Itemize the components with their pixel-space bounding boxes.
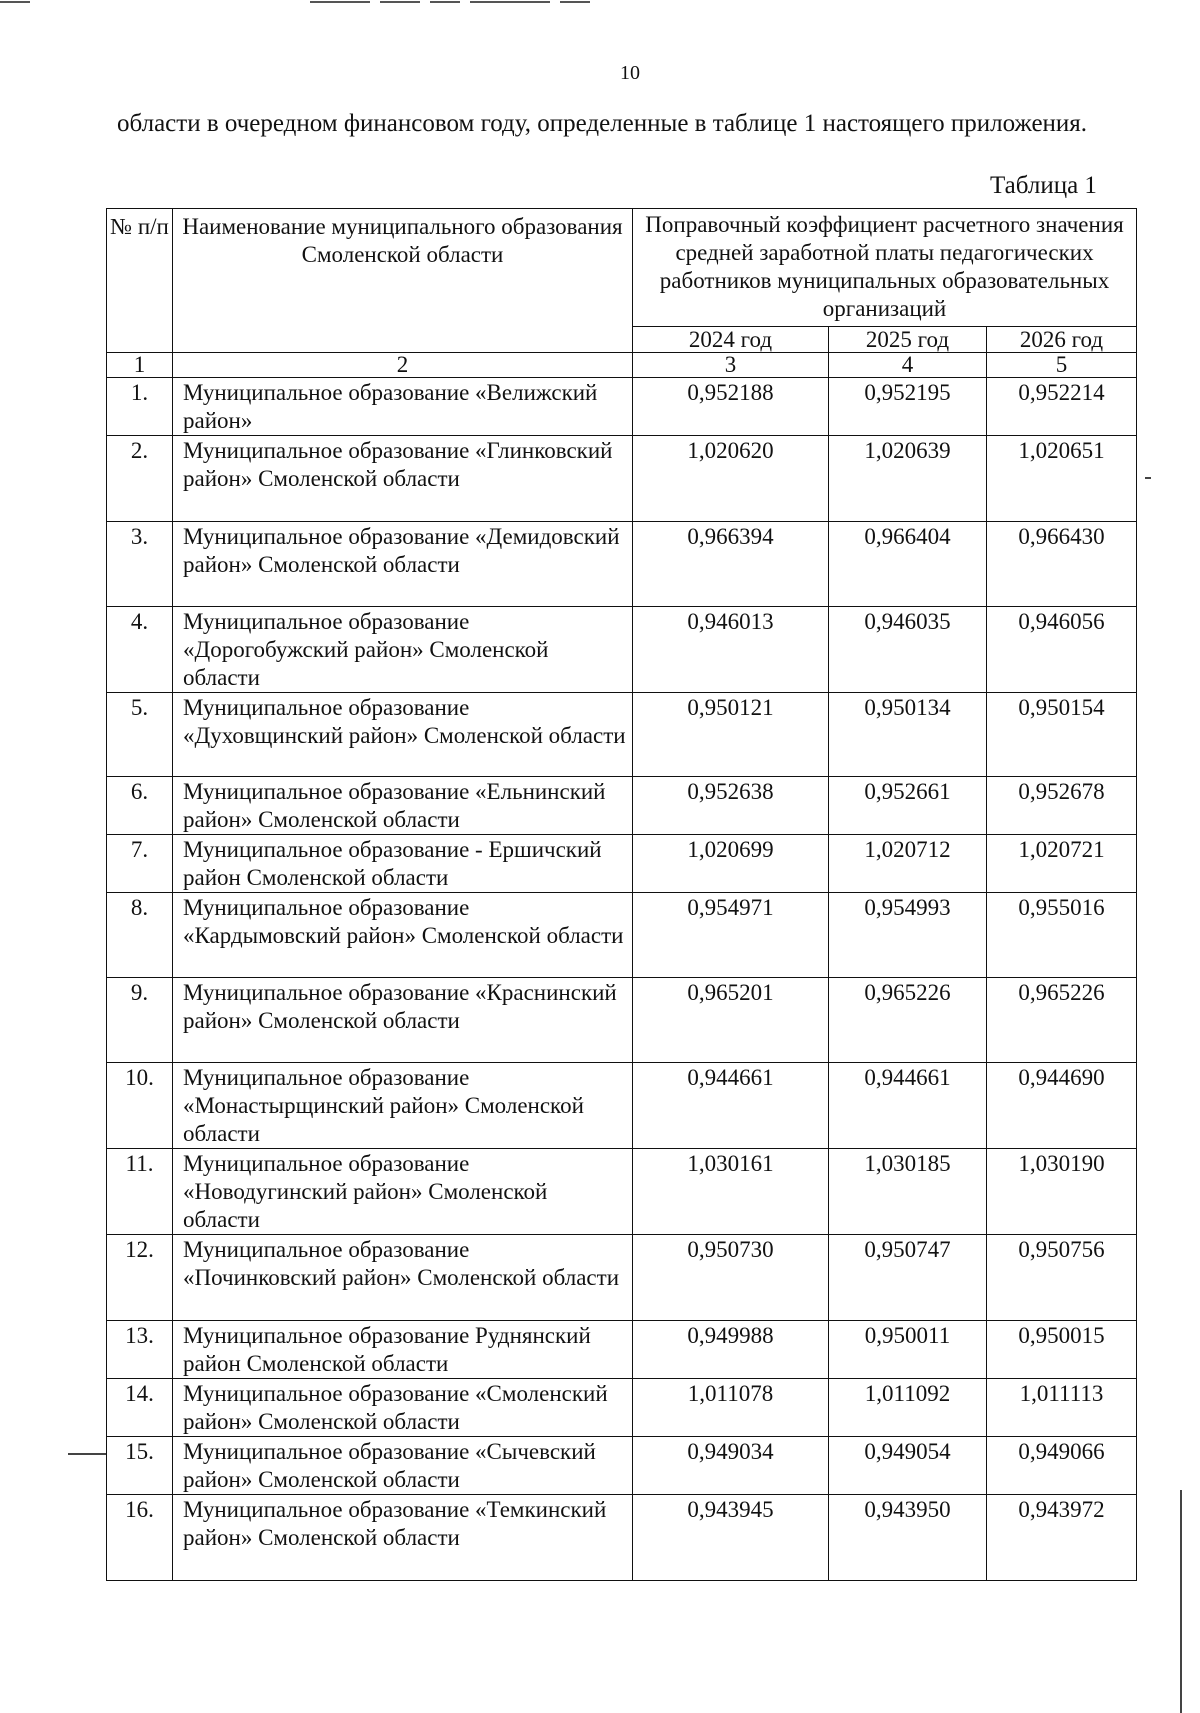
municipality-name: Муниципальное образование «Смоленский район» Смоленской области — [173, 1379, 633, 1437]
table-row — [107, 1437, 1137, 1495]
header-municipality: Наименование муниципального образования Смоленской области — [173, 209, 633, 353]
value-2024: 1,020620 — [633, 436, 829, 522]
value-2025: 1,020712 — [829, 835, 987, 893]
value-2026: 0,952214 — [987, 378, 1137, 436]
value-2025: 0,952661 — [829, 777, 987, 835]
header-coefficient: Поправочный коэффициент расчетного значения средней заработной платы педагогических работников муниципальных образовательных организаций — [633, 209, 1137, 327]
value-2025: 0,949054 — [829, 1437, 987, 1495]
header-year-2024: 2024 год — [633, 327, 829, 353]
table-row — [107, 1321, 1137, 1379]
table-row — [107, 835, 1137, 893]
table-caption: Таблица 1 — [990, 172, 1097, 199]
value-2026: 0,950015 — [987, 1321, 1137, 1379]
value-2024: 0,966394 — [633, 522, 829, 607]
municipality-name: Муниципальное образование «Новодугинский район» Смоленской области — [173, 1149, 633, 1235]
value-2025: 0,952195 — [829, 378, 987, 436]
row-number: 1. — [107, 378, 173, 436]
row-number: 9. — [107, 978, 173, 1063]
municipality-name: Муниципальное образование «Демидовский район» Смоленской области — [173, 522, 633, 607]
coefficients-table — [106, 208, 1137, 1581]
column-number: 4 — [829, 353, 987, 378]
municipality-name: Муниципальное образование «Духовщинский район» Смоленской области — [173, 693, 633, 777]
column-number: 2 — [173, 353, 633, 378]
table-row — [107, 607, 1137, 693]
row-number: 12. — [107, 1235, 173, 1321]
value-2024: 0,950730 — [633, 1235, 829, 1321]
value-2026: 0,966430 — [987, 522, 1137, 607]
value-2024: 0,952188 — [633, 378, 829, 436]
value-2024: 0,944661 — [633, 1063, 829, 1149]
value-2026: 0,955016 — [987, 893, 1137, 978]
municipality-name: Муниципальное образование «Глинковский район» Смоленской области — [173, 436, 633, 522]
value-2026: 1,020651 — [987, 436, 1137, 522]
value-2024: 1,011078 — [633, 1379, 829, 1437]
table-row — [107, 893, 1137, 978]
value-2025: 0,946035 — [829, 607, 987, 693]
value-2025: 0,966404 — [829, 522, 987, 607]
intro-paragraph: области в очередном финансовом году, определенные в таблице 1 настоящего приложения. — [117, 110, 1088, 137]
value-2026: 1,020721 — [987, 835, 1137, 893]
value-2026: 0,944690 — [987, 1063, 1137, 1149]
value-2026: 0,950756 — [987, 1235, 1137, 1321]
value-2025: 1,030185 — [829, 1149, 987, 1235]
value-2025: 0,950747 — [829, 1235, 987, 1321]
value-2025: 0,950011 — [829, 1321, 987, 1379]
value-2024: 0,954971 — [633, 893, 829, 978]
row-number: 8. — [107, 893, 173, 978]
row-number: 15. — [107, 1437, 173, 1495]
value-2025: 0,954993 — [829, 893, 987, 978]
row-number: 6. — [107, 777, 173, 835]
municipality-name: Муниципальное образование «Кардымовский район» Смоленской области — [173, 893, 633, 978]
row-number: 10. — [107, 1063, 173, 1149]
table-row — [107, 1149, 1137, 1235]
value-2026: 1,030190 — [987, 1149, 1137, 1235]
table-row — [107, 436, 1137, 522]
header-year-2025: 2025 год — [829, 327, 987, 353]
table-row — [107, 1063, 1137, 1149]
value-2025: 0,965226 — [829, 978, 987, 1063]
municipality-name: Муниципальное образование «Ельнинский район» Смоленской области — [173, 777, 633, 835]
header-year-2026: 2026 год — [987, 327, 1137, 353]
value-2026: 0,946056 — [987, 607, 1137, 693]
scan-artifact-top — [0, 0, 1200, 6]
scan-artifact-left-dash — [68, 1453, 106, 1455]
table-row — [107, 693, 1137, 777]
row-number: 11. — [107, 1149, 173, 1235]
scan-artifact-right-dash — [1145, 477, 1151, 479]
value-2024: 1,030161 — [633, 1149, 829, 1235]
municipality-name: Муниципальное образование «Велижский район» — [173, 378, 633, 436]
value-2026: 0,949066 — [987, 1437, 1137, 1495]
value-2024: 0,950121 — [633, 693, 829, 777]
municipality-name: Муниципальное образование «Починковский район» Смоленской области — [173, 1235, 633, 1321]
value-2024: 1,020699 — [633, 835, 829, 893]
column-number: 1 — [107, 353, 173, 378]
value-2024: 0,965201 — [633, 978, 829, 1063]
column-number: 3 — [633, 353, 829, 378]
municipality-name: Муниципальное образование «Темкинский район» Смоленской области — [173, 1495, 633, 1581]
value-2025: 0,950134 — [829, 693, 987, 777]
column-number: 5 — [987, 353, 1137, 378]
table-row — [107, 1379, 1137, 1437]
row-number: 7. — [107, 835, 173, 893]
table-row — [107, 1495, 1137, 1581]
value-2025: 0,944661 — [829, 1063, 987, 1149]
table-row — [107, 378, 1137, 436]
header-number: № п/п — [107, 209, 173, 353]
municipality-name: Муниципальное образование - Ершичский район Смоленской области — [173, 835, 633, 893]
value-2026: 0,952678 — [987, 777, 1137, 835]
value-2024: 0,949034 — [633, 1437, 829, 1495]
municipality-name: Муниципальное образование Руднянский район Смоленской области — [173, 1321, 633, 1379]
value-2026: 1,011113 — [987, 1379, 1137, 1437]
value-2026: 0,965226 — [987, 978, 1137, 1063]
row-number: 5. — [107, 693, 173, 777]
row-number: 4. — [107, 607, 173, 693]
municipality-name: Муниципальное образование «Монастырщинский район» Смоленской области — [173, 1063, 633, 1149]
value-2026: 0,950154 — [987, 693, 1137, 777]
table-row — [107, 522, 1137, 607]
value-2024: 0,952638 — [633, 777, 829, 835]
row-number: 13. — [107, 1321, 173, 1379]
row-number: 3. — [107, 522, 173, 607]
row-number: 14. — [107, 1379, 173, 1437]
table-row — [107, 1235, 1137, 1321]
value-2024: 0,946013 — [633, 607, 829, 693]
table-row — [107, 978, 1137, 1063]
scan-artifact-right-edge — [1180, 1490, 1182, 1713]
municipality-name: Муниципальное образование «Сычевский район» Смоленской области — [173, 1437, 633, 1495]
column-numbers-row — [107, 353, 1137, 378]
value-2025: 1,020639 — [829, 436, 987, 522]
value-2025: 0,943950 — [829, 1495, 987, 1581]
value-2024: 0,949988 — [633, 1321, 829, 1379]
row-number: 16. — [107, 1495, 173, 1581]
value-2024: 0,943945 — [633, 1495, 829, 1581]
row-number: 2. — [107, 436, 173, 522]
page-number: 10 — [620, 62, 640, 84]
table-row — [107, 777, 1137, 835]
value-2025: 1,011092 — [829, 1379, 987, 1437]
value-2026: 0,943972 — [987, 1495, 1137, 1581]
municipality-name: Муниципальное образование «Дорогобужский район» Смоленской области — [173, 607, 633, 693]
municipality-name: Муниципальное образование «Краснинский район» Смоленской области — [173, 978, 633, 1063]
